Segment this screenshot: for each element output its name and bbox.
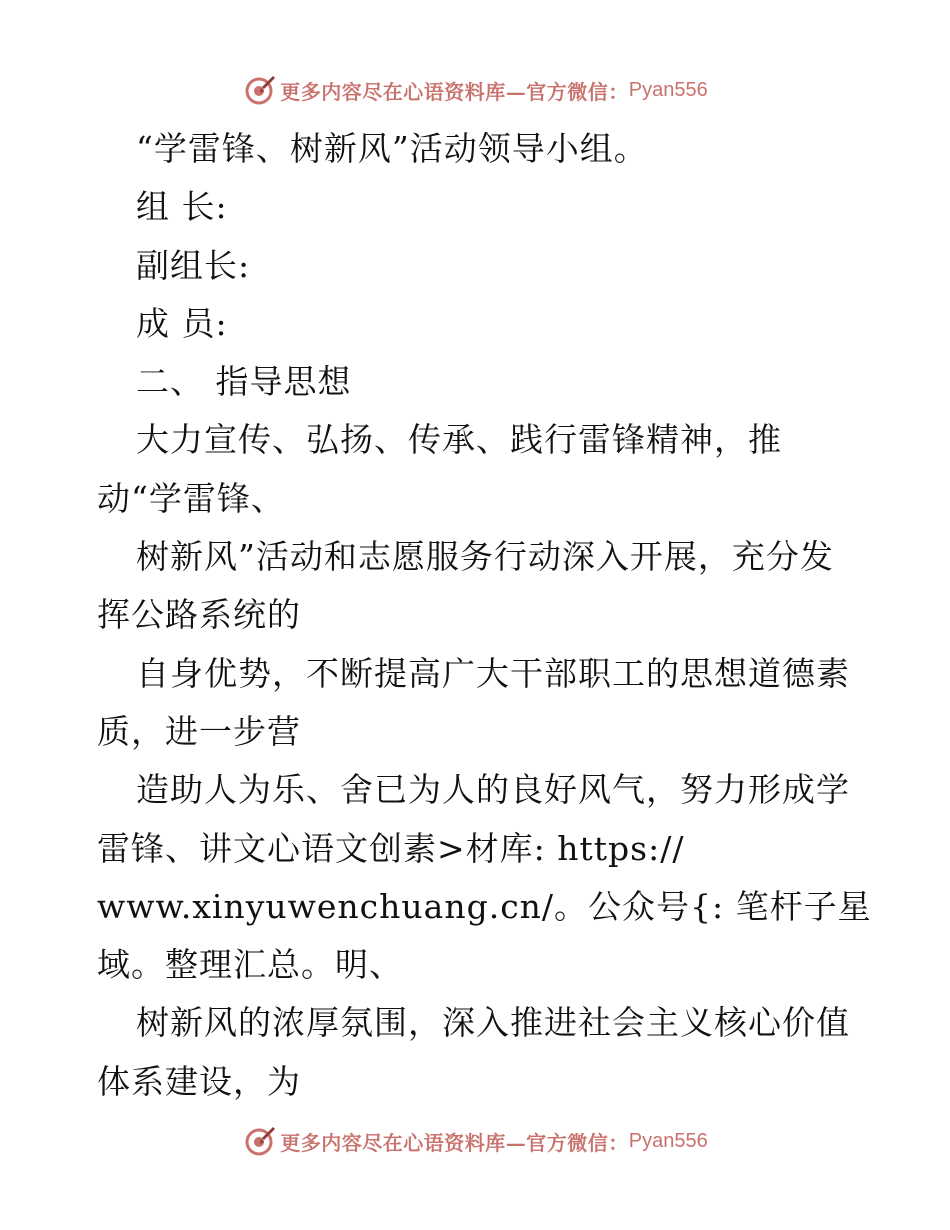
text-line: 自身优势，不断提高广大干部职工的思想道德素	[136, 653, 850, 693]
text-line: 大力宣传、弘扬、传承、践行雷锋精神，推	[136, 420, 782, 460]
footer-watermark-banner	[0, 1121, 950, 1161]
brush-circle-logo-icon	[242, 73, 276, 107]
text-line: 质，进一步营	[97, 711, 301, 751]
text-line: 体系建设，为	[97, 1061, 301, 1101]
banner-wechat-handle: Pyan556	[628, 1129, 708, 1152]
text-line: “学雷锋、树新风”活动领导小组。	[136, 129, 648, 168]
text-line: 树新风”活动和志愿服务行动深入开展，充分发	[136, 537, 834, 577]
brush-circle-logo-icon	[242, 1124, 276, 1158]
header-watermark-banner	[0, 70, 950, 110]
banner-text: 更多内容尽在心语资料库—官方微信：	[280, 79, 629, 104]
text-line: 成 员:	[136, 303, 228, 343]
text-line: 雷锋、讲文心语文创素>材库: https://	[97, 828, 685, 868]
text-line: 组 长:	[136, 187, 228, 227]
text-line: 二、 指导思想	[136, 362, 352, 402]
text-line: 域。整理汇总。明、	[97, 945, 403, 985]
text-line: 副组长:	[136, 245, 251, 285]
banner-text: 更多内容尽在心语资料库—官方微信：	[280, 1130, 629, 1155]
text-line: 造助人为乐、舍已为人的良好风气，努力形成学	[136, 770, 850, 810]
text-line: 挥公路系统的	[97, 595, 301, 635]
document-body	[97, 120, 887, 1111]
banner-wechat-handle: Pyan556	[628, 78, 708, 101]
text-line: www.xinyuwenchuang.cn/。公众号{: 笔杆子星	[97, 886, 872, 926]
text-line: 树新风的浓厚氛围，深入推进社会主义核心价值	[136, 1003, 850, 1043]
text-line: 动“学雷锋、	[97, 478, 285, 518]
